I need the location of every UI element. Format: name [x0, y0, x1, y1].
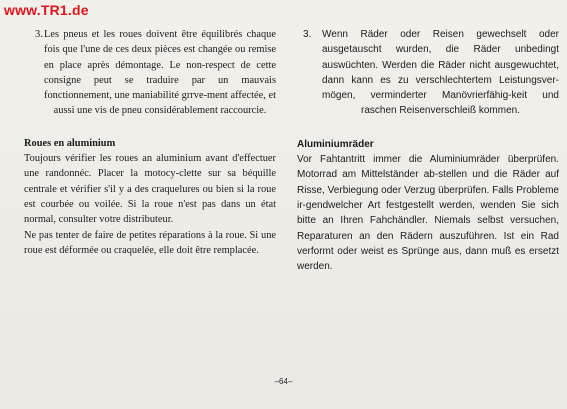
page-number: –64– — [274, 377, 293, 386]
german-list-item-3 — [297, 27, 559, 119]
watermark: www.TR1.de — [4, 2, 89, 18]
german-paragraph-1: Vor Fahtantritt immer die Aluminiumräder überprüfen. Motorrad am Mittelständer ab-stellen und die Räder auf Risse, Verbiegung oder Verzug überprüfen. Falls Probleme ir-gendwelcher Art festgestellt werden, wenden Sie sich bitte an Ihren Fahchändler. Niemals selbst versuchen, Reparaturen an den Rädern auszuführen. Ist ein Rad verformt oder weist es Sprünge aus, dann muß es ersetzt werden. — [297, 154, 559, 273]
french-paragraph-2: Ne pas tenter de faire de petites réparations à la roue. Si une roue est déformée ou craquelée, elle doit être remplacée. — [24, 229, 276, 256]
french-item-text: Les pneus et les roues doivent être équilibrés chaque fois que l'une de ces deux pièces est changée ou remise en place après démontage. Le non-respect de cette consigne peut se traduire par un mauvais fonctionnement, une maniabilité grrve-ment affectée, et aussi une vis de pneu considérablement raccourcie. — [44, 29, 276, 117]
german-item-text: Wenn Räder oder Reisen gewechselt oder ausgetauscht wurden, die Räder unbedingt auswüchten. Werden die Räder nicht ausgewuchtet, dann kann es zu verschlechtertem Leistungsver-mögen, verminderter Manövrierfähig-keit und raschen Reisenverschleiß kommen. — [322, 29, 559, 117]
german-item-number: 3. — [303, 29, 312, 40]
french-item-number: 3. — [35, 29, 43, 40]
french-list-item-3 — [24, 27, 276, 119]
german-column — [297, 27, 559, 274]
french-paragraph-1: Toujours vérifier les roues an aluminium avant d'effectuer une randonnéc. Placer la motocy-clette sur sa béquille centrale et vérifier s'il y a des craquelures ou bien si la roue est courbée ou voilée. Si la roue n'est pas dans un état normal, consulter votre distributeur. — [24, 153, 276, 226]
french-column — [24, 27, 276, 258]
french-heading: Roues en aluminium — [24, 137, 116, 149]
german-heading: Aluminiumräder — [297, 138, 374, 150]
